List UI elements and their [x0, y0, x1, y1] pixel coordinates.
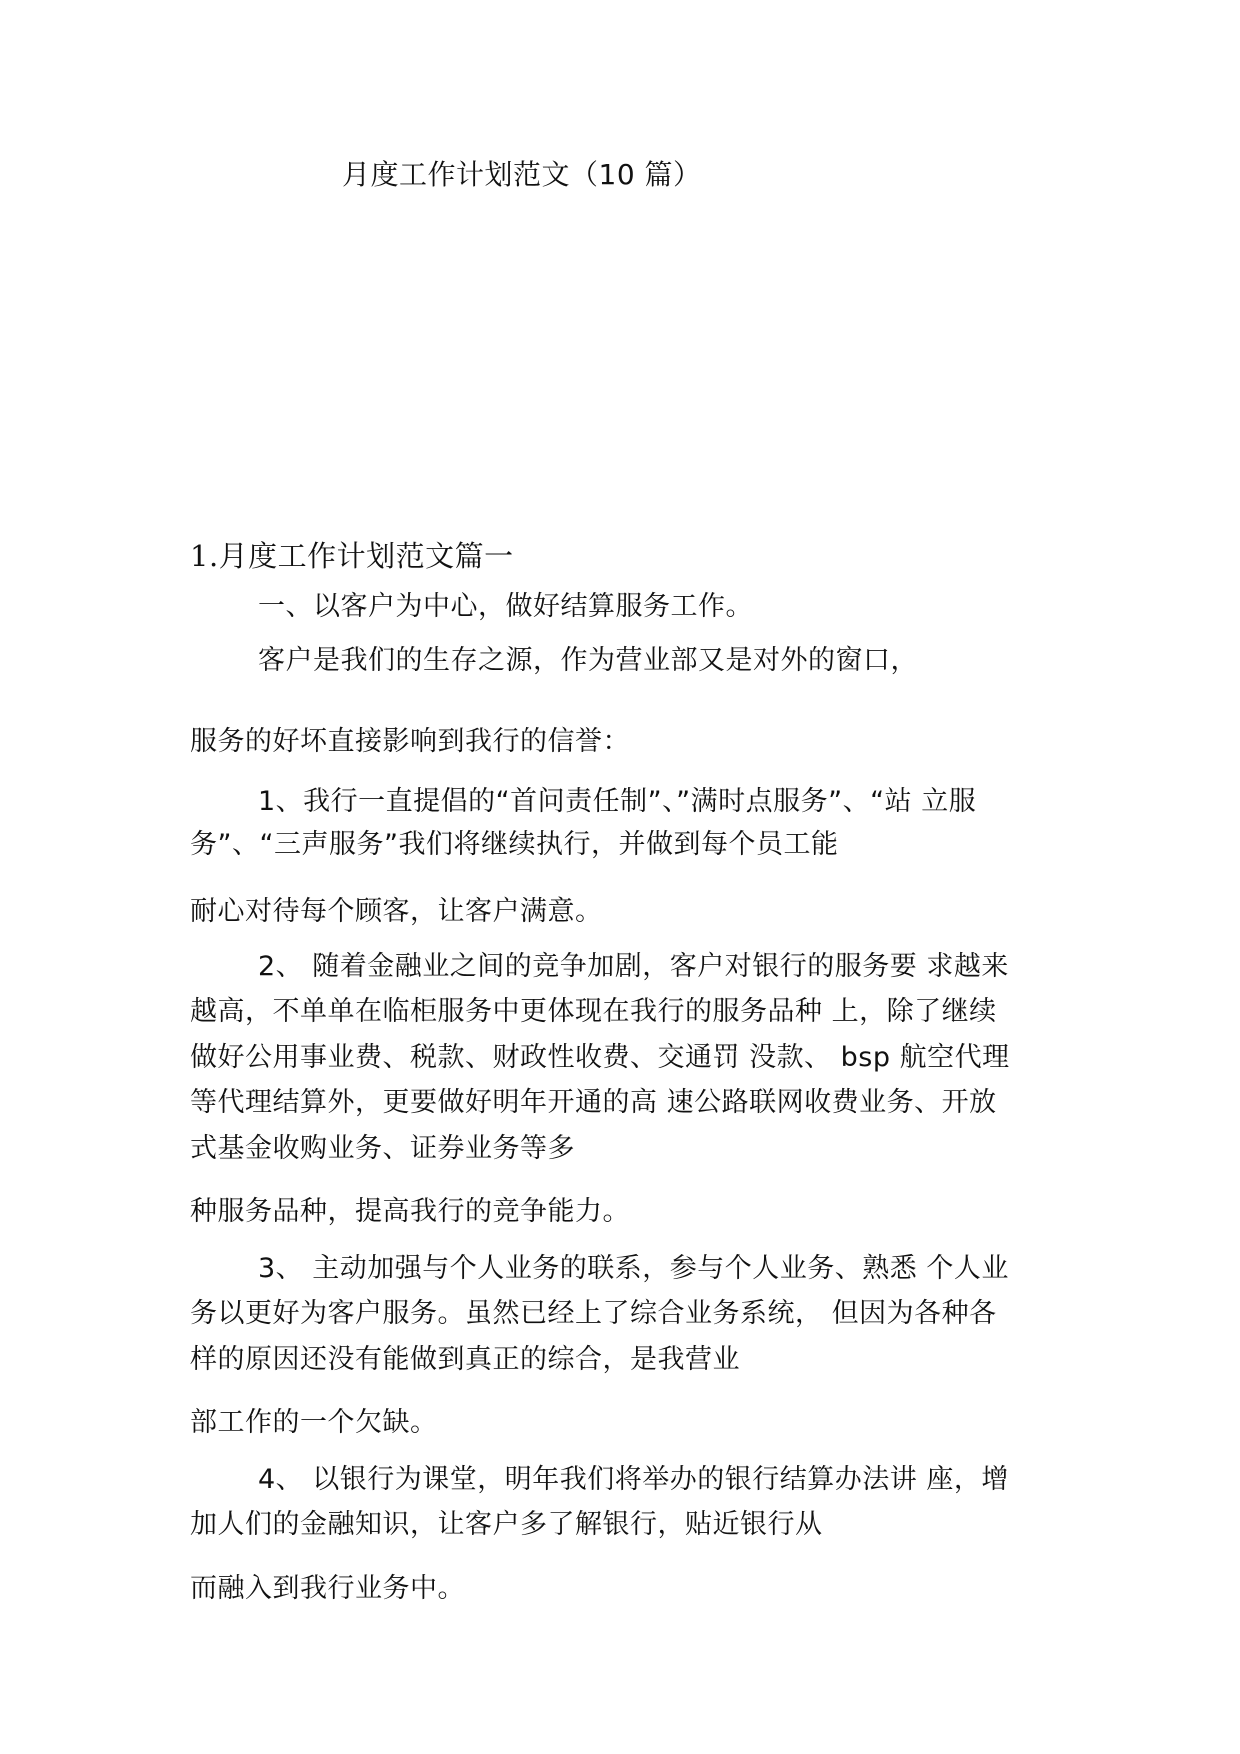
- paragraph-line: 一、以客户为中心，做好结算服务工作。: [258, 591, 753, 622]
- paragraph-line: 加人们的金融知识，让客户多了解银行，贴近银行从: [190, 1509, 823, 1540]
- paragraph-line: 等代理结算外，更要做好明年开通的高 速公路联网收费业务、开放: [190, 1087, 997, 1118]
- paragraph-line: 越高，不单单在临柜服务中更体现在我行的服务品种 上，除了继续: [190, 996, 997, 1027]
- paragraph-line: 式基金收购业务、证券业务等多: [190, 1133, 575, 1164]
- paragraph-line: 4、 以银行为课堂，明年我们将举办的银行结算办法讲 座，增: [258, 1464, 1009, 1495]
- paragraph-line: 1、我行一直提倡的“首问责任制”、”满时点服务”、“站 立服: [258, 786, 977, 817]
- section-heading-text: 月度工作计划范文篇一: [218, 539, 514, 573]
- paragraph-line: 务”、“三声服务”我们将继续执行，并做到每个员工能: [190, 829, 839, 860]
- section-heading: [190, 538, 514, 574]
- document-title: 月度工作计划范文（10 篇）: [342, 158, 702, 191]
- paragraph-line: 部工作的一个欠缺。: [190, 1407, 438, 1438]
- paragraph-line: 2、 随着金融业之间的竞争加剧，客户对银行的服务要 求越来: [258, 951, 1009, 982]
- paragraph-line: 样的原因还没有能做到真正的综合，是我营业: [190, 1344, 740, 1375]
- paragraph-line: 做好公用事业费、税款、财政性收费、交通罚 没款、 bsp 航空代理: [190, 1042, 1010, 1073]
- section-heading-number: 1.: [190, 539, 219, 573]
- paragraph-line: 耐心对待每个顾客，让客户满意。: [190, 896, 603, 927]
- paragraph-line: 客户是我们的生存之源，作为营业部又是对外的窗口，: [258, 645, 918, 676]
- paragraph-line: 服务的好坏直接影响到我行的信誉：: [190, 726, 630, 757]
- paragraph-line: 务以更好为客户服务。虽然已经上了综合业务系统， 但因为各种各: [190, 1298, 997, 1329]
- paragraph-line: 3、 主动加强与个人业务的联系，参与个人业务、熟悉 个人业: [258, 1253, 1009, 1284]
- paragraph-line: 而融入到我行业务中。: [190, 1573, 465, 1604]
- paragraph-line: 种服务品种，提高我行的竞争能力。: [190, 1196, 630, 1227]
